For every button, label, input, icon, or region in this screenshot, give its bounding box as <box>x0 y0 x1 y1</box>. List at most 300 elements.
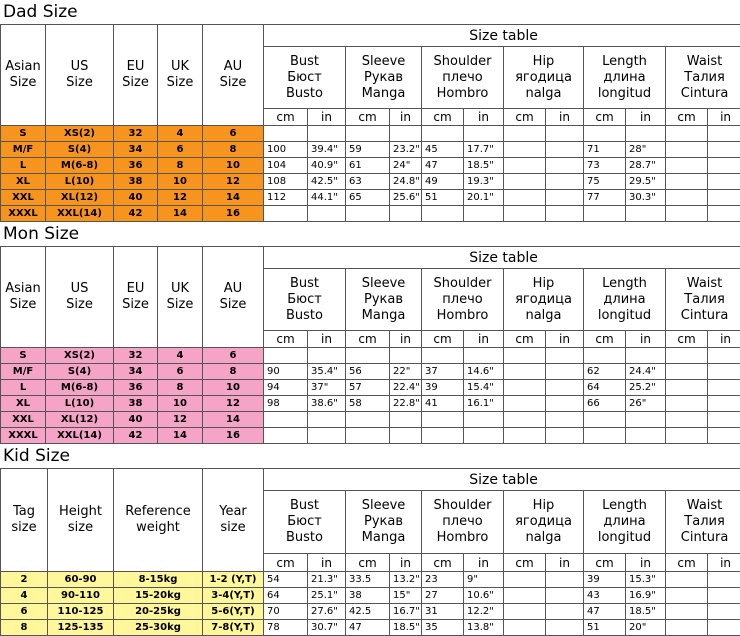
measure-cell: 78 <box>264 620 308 636</box>
measure-cell <box>308 126 346 142</box>
size-cell: 38 <box>114 396 158 412</box>
unit-in: in <box>626 554 666 572</box>
measure-cell: 61 <box>346 158 390 174</box>
column-header-line: US <box>46 281 113 297</box>
size-cell: L(10) <box>46 174 114 190</box>
measure-cell <box>546 396 584 412</box>
table-row <box>1 380 740 396</box>
measure-cell: 16.9" <box>626 588 666 604</box>
size-cell: 4 <box>1 588 48 604</box>
measure-cell <box>546 380 584 396</box>
measure-header-line: nalga <box>504 530 583 546</box>
unit-in: in <box>708 331 740 348</box>
measure-header-line: Sleeve <box>346 276 421 292</box>
measure-cell <box>464 126 504 142</box>
measure-cell <box>708 412 740 428</box>
unit-in: in <box>308 109 346 126</box>
size-cell: 8 <box>203 142 264 158</box>
unit-in: in <box>708 554 740 572</box>
measure-header-line: Manga <box>346 308 421 324</box>
measure-cell <box>708 174 740 190</box>
measure-cell: 16.7" <box>390 604 422 620</box>
size-cell: 6 <box>1 604 48 620</box>
column-header <box>46 25 114 126</box>
measure-cell <box>666 158 708 174</box>
unit-in: in <box>308 331 346 348</box>
measure-header-line: Талия <box>666 514 740 530</box>
measure-cell <box>390 206 422 222</box>
measure-cell: 24.8" <box>390 174 422 190</box>
size-cell: 32 <box>114 348 158 364</box>
measure-cell: 19.3" <box>464 174 504 190</box>
measure-header-line: Manga <box>346 86 421 102</box>
unit-cm: cm <box>584 554 626 572</box>
measure-cell: 22.4" <box>390 380 422 396</box>
size-cell: L <box>1 158 46 174</box>
measure-cell <box>390 412 422 428</box>
measure-header-line: longitud <box>584 86 665 102</box>
size-table-label: Size table <box>264 247 740 269</box>
size-cell: 32 <box>114 126 158 142</box>
measure-cell <box>504 348 546 364</box>
measure-cell <box>666 428 708 444</box>
measure-cell <box>708 588 740 604</box>
measure-cell: 18.5" <box>464 158 504 174</box>
unit-in: in <box>546 554 584 572</box>
measure-header-line: Рукав <box>346 70 421 86</box>
table-row <box>1 174 740 190</box>
measure-cell: 71 <box>584 142 626 158</box>
measure-cell <box>626 206 666 222</box>
size-cell: M/F <box>1 142 46 158</box>
unit-cm: cm <box>504 554 546 572</box>
measure-cell <box>390 428 422 444</box>
size-cell: 6 <box>203 348 264 364</box>
measure-header-line: ягодица <box>504 70 583 86</box>
unit-in: in <box>708 109 740 126</box>
measure-cell <box>264 126 308 142</box>
unit-cm: cm <box>666 554 708 572</box>
measure-cell <box>346 348 390 364</box>
unit-cm: cm <box>346 109 390 126</box>
column-header <box>114 469 203 572</box>
column-header <box>203 469 264 572</box>
size-cell: 10 <box>203 158 264 174</box>
unit-cm: cm <box>504 331 546 348</box>
measure-cell <box>464 206 504 222</box>
size-cell: 14 <box>203 190 264 206</box>
measure-cell: 40.9" <box>308 158 346 174</box>
column-header-line: Size <box>203 297 263 313</box>
measure-header <box>346 47 422 109</box>
unit-in: in <box>464 554 504 572</box>
measure-cell: 33.5 <box>346 572 390 588</box>
measure-header-line: longitud <box>584 308 665 324</box>
measure-cell: 45 <box>422 142 464 158</box>
size-cell: 6 <box>203 126 264 142</box>
measure-header-line: Hombro <box>422 308 503 324</box>
size-cell: 110-125 <box>48 604 114 620</box>
size-cell: 4 <box>158 126 203 142</box>
size-cell: 8 <box>158 158 203 174</box>
measure-cell <box>708 428 740 444</box>
measure-cell <box>504 604 546 620</box>
column-header-line: UK <box>158 281 202 297</box>
measure-header <box>422 491 504 554</box>
unit-cm: cm <box>422 109 464 126</box>
measure-cell <box>308 412 346 428</box>
measure-header <box>666 491 740 554</box>
measure-cell: 39 <box>422 380 464 396</box>
measure-cell: 65 <box>346 190 390 206</box>
column-header-line: Size <box>1 75 45 91</box>
measure-header-line: Shoulder <box>422 276 503 292</box>
measure-cell <box>546 604 584 620</box>
header-row <box>1 469 740 491</box>
measure-cell: 35 <box>422 620 464 636</box>
unit-in: in <box>308 554 346 572</box>
measure-header <box>422 269 504 331</box>
measure-cell <box>346 412 390 428</box>
size-cell: 14 <box>203 412 264 428</box>
measure-header-line: ягодица <box>504 514 583 530</box>
size-cell: 14 <box>158 428 203 444</box>
measure-cell <box>308 348 346 364</box>
measure-cell <box>464 412 504 428</box>
measure-cell: 70 <box>264 604 308 620</box>
measure-cell <box>666 174 708 190</box>
measure-cell <box>584 348 626 364</box>
measure-header-line: nalga <box>504 86 583 102</box>
size-cell: XXXL <box>1 206 46 222</box>
unit-in: in <box>626 331 666 348</box>
table-row <box>1 396 740 412</box>
measure-header <box>584 47 666 109</box>
unit-in: in <box>464 331 504 348</box>
size-cell: 36 <box>114 158 158 174</box>
measure-cell <box>504 572 546 588</box>
measure-cell: 15" <box>390 588 422 604</box>
table-row <box>1 428 740 444</box>
size-table-label: Size table <box>264 25 740 47</box>
size-cell: 38 <box>114 174 158 190</box>
measure-header <box>504 47 584 109</box>
measure-cell: 108 <box>264 174 308 190</box>
column-header-line: Size <box>158 297 202 313</box>
size-cell: 6 <box>158 364 203 380</box>
measure-cell: 47 <box>422 158 464 174</box>
measure-cell <box>546 348 584 364</box>
measure-cell: 18.5" <box>390 620 422 636</box>
size-cell: 16 <box>203 428 264 444</box>
unit-cm: cm <box>666 109 708 126</box>
measure-header <box>422 47 504 109</box>
measure-cell <box>546 572 584 588</box>
measure-header-line: Cintura <box>666 86 740 102</box>
measure-cell <box>504 396 546 412</box>
measure-cell: 39 <box>584 572 626 588</box>
size-cell: 10 <box>158 396 203 412</box>
measure-cell: 30.3" <box>626 190 666 206</box>
measure-cell: 35.4" <box>308 364 346 380</box>
measure-cell <box>708 604 740 620</box>
column-header-line: UK <box>158 59 202 75</box>
measure-cell: 63 <box>346 174 390 190</box>
size-cell: 12 <box>158 190 203 206</box>
measure-cell: 112 <box>264 190 308 206</box>
measure-cell <box>308 206 346 222</box>
column-header-line: AU <box>203 59 263 75</box>
measure-header <box>264 47 346 109</box>
measure-cell <box>666 620 708 636</box>
measure-cell: 98 <box>264 396 308 412</box>
measure-cell <box>546 158 584 174</box>
measure-cell <box>584 428 626 444</box>
measure-cell: 28.7" <box>626 158 666 174</box>
size-cell: XXL(14) <box>46 206 114 222</box>
measure-cell <box>584 126 626 142</box>
measure-cell: 39.4" <box>308 142 346 158</box>
measure-cell <box>546 126 584 142</box>
table-row <box>1 126 740 142</box>
section-title: Mon Size <box>0 222 740 246</box>
column-header-line: Asian <box>1 59 45 75</box>
column-header-line: weight <box>114 520 202 536</box>
measure-cell: 49 <box>422 174 464 190</box>
measure-cell <box>390 348 422 364</box>
column-header <box>114 247 158 348</box>
measure-cell <box>504 190 546 206</box>
measure-header-line: Waist <box>666 498 740 514</box>
measure-header <box>264 491 346 554</box>
column-header <box>203 25 264 126</box>
unit-cm: cm <box>504 109 546 126</box>
measure-cell: 31 <box>422 604 464 620</box>
column-header <box>203 247 264 348</box>
unit-cm: cm <box>584 331 626 348</box>
measure-cell: 59 <box>346 142 390 158</box>
measure-header-line: longitud <box>584 530 665 546</box>
column-header <box>158 25 203 126</box>
measure-header-line: Рукав <box>346 292 421 308</box>
measure-cell: 27.6" <box>308 604 346 620</box>
measure-header-line: Length <box>584 498 665 514</box>
size-cell: 8-15kg <box>114 572 203 588</box>
measure-cell <box>504 142 546 158</box>
measure-cell <box>708 620 740 636</box>
measure-cell <box>422 428 464 444</box>
size-cell: XXXL <box>1 428 46 444</box>
measure-cell <box>546 588 584 604</box>
measure-cell <box>666 588 708 604</box>
measure-cell: 104 <box>264 158 308 174</box>
measure-cell <box>464 348 504 364</box>
size-cell: XXL <box>1 190 46 206</box>
measure-header-line: Busto <box>264 86 345 102</box>
column-header-line: EU <box>114 281 157 297</box>
measure-cell <box>626 126 666 142</box>
measure-cell <box>546 412 584 428</box>
measure-header <box>504 269 584 331</box>
unit-cm: cm <box>264 109 308 126</box>
unit-cm: cm <box>264 554 308 572</box>
column-header-line: Size <box>1 297 45 313</box>
measure-cell: 42.5 <box>346 604 390 620</box>
measure-cell: 14.6" <box>464 364 504 380</box>
measure-cell: 25.2" <box>626 380 666 396</box>
column-header-line: Tag <box>1 504 47 520</box>
unit-cm: cm <box>346 331 390 348</box>
size-cell: M(6-8) <box>46 158 114 174</box>
measure-header <box>666 269 740 331</box>
measure-cell <box>390 126 422 142</box>
header-row <box>1 25 740 47</box>
measure-cell: 37 <box>422 364 464 380</box>
column-header-line: Size <box>114 297 157 313</box>
measure-cell: 16.1" <box>464 396 504 412</box>
size-cell: 40 <box>114 190 158 206</box>
size-cell: 15-20kg <box>114 588 203 604</box>
measure-cell: 29.5" <box>626 174 666 190</box>
size-cell: 5-6(Y,T) <box>203 604 264 620</box>
table-row <box>1 412 740 428</box>
measure-header-line: Waist <box>666 54 740 70</box>
column-header-line: Size <box>158 75 202 91</box>
size-cell: 3-4(Y,T) <box>203 588 264 604</box>
measure-cell: 24" <box>390 158 422 174</box>
measure-cell: 13.2" <box>390 572 422 588</box>
measure-cell <box>546 190 584 206</box>
unit-cm: cm <box>422 554 464 572</box>
measure-cell: 25.1" <box>308 588 346 604</box>
measure-header-line: Рукав <box>346 514 421 530</box>
measure-header-line: nalga <box>504 308 583 324</box>
measure-cell <box>308 428 346 444</box>
measure-header <box>666 47 740 109</box>
size-table-2 <box>0 468 740 636</box>
measure-header-line: Талия <box>666 292 740 308</box>
measure-cell: 10.6" <box>464 588 504 604</box>
measure-header-line: длина <box>584 292 665 308</box>
measure-cell <box>264 412 308 428</box>
measure-header-line: длина <box>584 70 665 86</box>
measure-cell: 30.7" <box>308 620 346 636</box>
size-cell: 1-2 (Y,T) <box>203 572 264 588</box>
table-row <box>1 620 740 636</box>
measure-cell: 38.6" <box>308 396 346 412</box>
measure-cell <box>708 206 740 222</box>
size-cell: M/F <box>1 364 46 380</box>
measure-cell: 15.3" <box>626 572 666 588</box>
measure-cell: 28" <box>626 142 666 158</box>
table-row <box>1 190 740 206</box>
measure-cell <box>546 174 584 190</box>
size-table-0 <box>0 24 740 222</box>
measure-header-line: Талия <box>666 70 740 86</box>
measure-cell <box>504 428 546 444</box>
measure-cell <box>422 348 464 364</box>
measure-cell <box>504 412 546 428</box>
measure-cell <box>584 412 626 428</box>
measure-header-line: Hip <box>504 276 583 292</box>
unit-in: in <box>464 109 504 126</box>
size-cell: M(6-8) <box>46 380 114 396</box>
measure-cell <box>504 126 546 142</box>
measure-cell: 20.1" <box>464 190 504 206</box>
measure-cell <box>546 142 584 158</box>
measure-cell <box>666 142 708 158</box>
column-header-line: US <box>46 59 113 75</box>
measure-cell <box>546 206 584 222</box>
measure-cell <box>346 126 390 142</box>
measure-header <box>584 269 666 331</box>
size-cell: 40 <box>114 412 158 428</box>
size-cell: XL(12) <box>46 412 114 428</box>
measure-header-line: Бюст <box>264 70 345 86</box>
measure-cell: 38 <box>346 588 390 604</box>
size-cell: XL(12) <box>46 190 114 206</box>
unit-in: in <box>546 109 584 126</box>
measure-header-line: Hombro <box>422 86 503 102</box>
size-cell: 42 <box>114 206 158 222</box>
measure-cell <box>708 126 740 142</box>
size-cell: L <box>1 380 46 396</box>
measure-cell <box>666 412 708 428</box>
measure-cell: 47 <box>346 620 390 636</box>
unit-cm: cm <box>264 331 308 348</box>
unit-in: in <box>626 109 666 126</box>
size-cell: 4 <box>158 348 203 364</box>
measure-header-line: Hip <box>504 498 583 514</box>
size-cell: XS(2) <box>46 348 114 364</box>
table-row <box>1 206 740 222</box>
measure-header-line: Sleeve <box>346 54 421 70</box>
measure-cell: 58 <box>346 396 390 412</box>
table-row <box>1 604 740 620</box>
size-cell: XL <box>1 396 46 412</box>
measure-cell: 27 <box>422 588 464 604</box>
measure-cell: 37" <box>308 380 346 396</box>
measure-cell <box>708 348 740 364</box>
size-cell: 36 <box>114 380 158 396</box>
unit-cm: cm <box>422 331 464 348</box>
measure-cell <box>504 588 546 604</box>
column-header <box>1 25 46 126</box>
measure-cell <box>264 428 308 444</box>
measure-header-line: Bust <box>264 276 345 292</box>
column-header-line: EU <box>114 59 157 75</box>
size-cell: 8 <box>1 620 48 636</box>
measure-header-line: Shoulder <box>422 498 503 514</box>
column-header-line: Size <box>46 297 113 313</box>
measure-cell: 23.2" <box>390 142 422 158</box>
measure-cell: 21.3" <box>308 572 346 588</box>
size-cell: 8 <box>158 380 203 396</box>
size-cell: S <box>1 126 46 142</box>
measure-cell: 42.5" <box>308 174 346 190</box>
measure-header-line: Busto <box>264 308 345 324</box>
measure-header-line: Bust <box>264 498 345 514</box>
measure-cell: 62 <box>584 364 626 380</box>
measure-cell: 18.5" <box>626 604 666 620</box>
size-cell: S <box>1 348 46 364</box>
measure-cell: 54 <box>264 572 308 588</box>
measure-header <box>264 269 346 331</box>
table-row <box>1 588 740 604</box>
column-header-line: size <box>1 520 47 536</box>
measure-cell <box>504 620 546 636</box>
measure-cell: 94 <box>264 380 308 396</box>
